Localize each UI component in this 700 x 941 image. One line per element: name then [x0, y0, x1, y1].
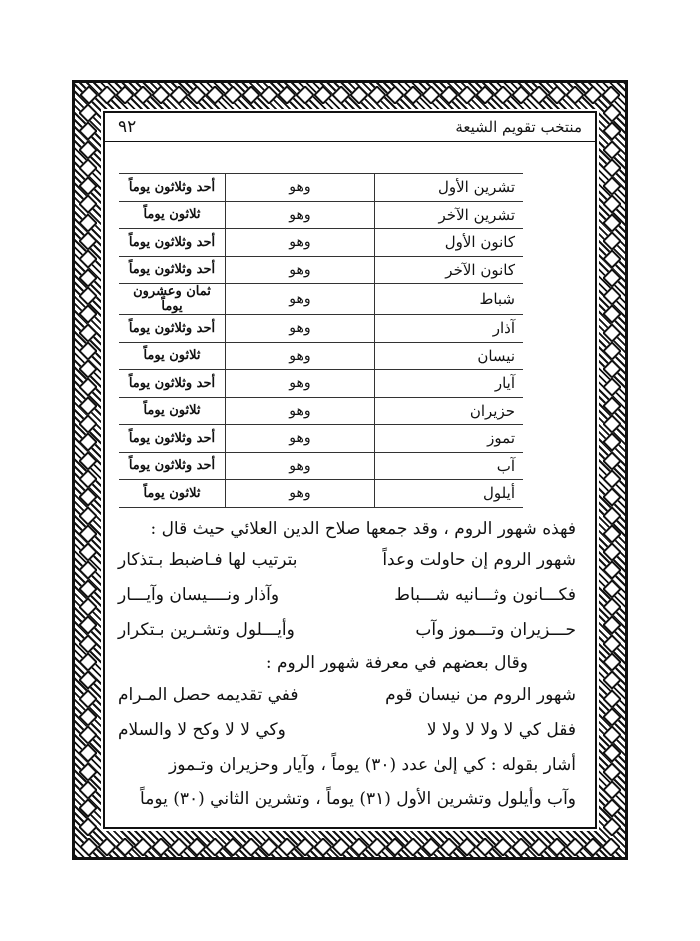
ornament-diamond	[79, 725, 97, 745]
ornament-diamond	[79, 213, 97, 233]
ornament-diamond	[403, 838, 423, 856]
ornament-diamond	[79, 524, 97, 544]
ornament-diamond	[511, 86, 531, 104]
verse-hemistich-second: وكي لا لا وكح لا والسلام	[118, 720, 286, 740]
ornament-diamond	[79, 634, 97, 654]
ornament-diamond	[603, 634, 621, 654]
month-cell: أيلول	[375, 480, 524, 508]
ornament-diamond	[529, 86, 549, 104]
ornament-diamond	[603, 506, 621, 526]
ornament-diamond	[601, 86, 620, 104]
connector-cell: وهو	[226, 452, 375, 480]
days-cell: أحد وثلاثون يوماً	[119, 229, 226, 257]
ornament-diamond	[603, 817, 621, 836]
ornament-diamond	[547, 86, 567, 104]
verse-hemistich-second: وآذار ونــــيسان وآيـــار	[118, 585, 280, 605]
verse-hemistich-first: فكـــانون وثـــانيه شـــباط	[394, 585, 576, 605]
ornament-diamond	[603, 469, 621, 489]
ornament-diamond	[79, 817, 97, 836]
ornament-diamond	[223, 86, 243, 104]
connector-cell: وهو	[226, 342, 375, 370]
ornament-top	[80, 86, 620, 104]
table-row	[119, 174, 523, 202]
ornament-diamond	[583, 838, 603, 856]
month-cell: كانون الآخر	[375, 256, 524, 284]
ornament-diamond	[79, 798, 97, 818]
table-row	[119, 480, 523, 508]
ornament-diamond	[79, 195, 97, 215]
month-cell: شباط	[375, 284, 524, 315]
ornament-diamond	[603, 524, 621, 544]
connector-cell: وهو	[226, 425, 375, 453]
connector-cell: وهو	[226, 480, 375, 508]
ornament-diamond	[79, 396, 97, 416]
ornament-diamond	[603, 561, 621, 581]
ornament-diamond	[241, 838, 261, 856]
ornament-diamond	[79, 286, 97, 306]
verse-hemistich-second: وأيـــلول وتشـرين بـتكرار	[118, 620, 295, 640]
connector-cell: وهو	[226, 256, 375, 284]
ornament-diamond	[79, 304, 97, 324]
ornament-diamond	[169, 86, 189, 104]
ornament-diamond	[603, 121, 621, 141]
ornament-diamond	[603, 432, 621, 452]
ornament-diamond	[79, 140, 97, 160]
ornament-diamond	[603, 286, 621, 306]
verse-hemistich-first: شهور الروم إن حاولت وعداً	[382, 550, 576, 570]
connector-cell: وهو	[226, 397, 375, 425]
page-header	[104, 112, 596, 142]
days-cell: أحد وثلاثون يوماً	[119, 425, 226, 453]
ornament-diamond	[493, 838, 513, 856]
ornament-diamond	[603, 743, 621, 763]
ornament-diamond	[79, 743, 97, 763]
table-row	[119, 229, 523, 257]
verse-hemistich-second: ففي تقديمه حصل المـرام	[118, 685, 299, 705]
ornament-diamond	[603, 652, 621, 672]
ornament-diamond	[529, 838, 549, 856]
ornament-diamond	[187, 838, 207, 856]
days-cell: ثمان وعشرون يوماً	[119, 284, 226, 315]
ornament-diamond	[133, 838, 153, 856]
ornament-diamond	[79, 432, 97, 452]
ornament-diamond	[133, 86, 153, 104]
verse-hemistich-second: بترتيب لها فـاضبط بـتذكار	[118, 550, 298, 570]
days-cell: ثلاثون يوماً	[119, 480, 226, 508]
ornament-diamond	[205, 86, 225, 104]
ornament-diamond	[421, 838, 441, 856]
ornament-diamond	[79, 231, 97, 251]
ornament-diamond	[79, 414, 97, 434]
ornament-diamond	[79, 469, 97, 489]
ornament-diamond	[603, 689, 621, 709]
ornament-diamond	[79, 615, 97, 635]
ornament-diamond	[79, 249, 97, 269]
ornament-diamond	[421, 86, 441, 104]
verse-line	[118, 613, 576, 648]
text-block	[118, 515, 576, 816]
ornament-diamond	[603, 725, 621, 745]
ornament-diamond	[187, 86, 207, 104]
ornament-diamond	[603, 140, 621, 160]
ornament-diamond	[79, 670, 97, 690]
ornament-diamond	[80, 86, 99, 104]
connector-cell: وهو	[226, 229, 375, 257]
ornament-diamond	[603, 414, 621, 434]
ornament-right	[603, 104, 621, 836]
days-cell: ثلاثون يوماً	[119, 201, 226, 229]
month-cell: آذار	[375, 315, 524, 343]
ornament-diamond	[603, 341, 621, 361]
ornament-diamond	[79, 451, 97, 471]
explanation-line-1: أشار بقوله : كي إلىٰ عدد (٣٠) يوماً ، وآيار وحزيران وتـموز	[169, 755, 576, 775]
ornament-diamond	[331, 838, 351, 856]
ornament-diamond	[79, 780, 97, 800]
days-cell: ثلاثون يوماً	[119, 342, 226, 370]
table-row	[119, 397, 523, 425]
ornament-diamond	[603, 231, 621, 251]
ornament-diamond	[603, 780, 621, 800]
ornament-diamond	[79, 121, 97, 141]
ornament-diamond	[259, 838, 279, 856]
connector-cell: وهو	[226, 284, 375, 315]
connector-cell: وهو	[226, 201, 375, 229]
ornament-diamond	[385, 86, 405, 104]
ornament-diamond	[97, 86, 117, 104]
ornament-diamond	[603, 542, 621, 562]
ornament-diamond	[603, 359, 621, 379]
month-cell: حزيران	[375, 397, 524, 425]
ornament-diamond	[79, 762, 97, 782]
ornament-diamond	[79, 104, 97, 123]
month-cell: نيسان	[375, 342, 524, 370]
ornament-diamond	[603, 213, 621, 233]
intro-paragraph: فهذه شهور الروم ، وقد جمعها صلاح الدين العلائي حيث قال :	[150, 519, 576, 539]
month-cell: آب	[375, 452, 524, 480]
ornament-diamond	[475, 86, 495, 104]
ornament-diamond	[601, 838, 620, 856]
days-cell: أحد وثلاثون يوماً	[119, 370, 226, 398]
ornament-bottom	[80, 838, 620, 856]
days-cell: أحد وثلاثون يوماً	[119, 452, 226, 480]
ornament-diamond	[511, 838, 531, 856]
verse-hemistich-first: حـــزيران وتـــموز وآب	[415, 620, 576, 640]
ornament-diamond	[349, 838, 369, 856]
connector-cell: وهو	[226, 370, 375, 398]
ornament-diamond	[259, 86, 279, 104]
days-cell: أحد وثلاثون يوماً	[119, 256, 226, 284]
ornament-diamond	[603, 268, 621, 288]
ornament-diamond	[385, 838, 405, 856]
ornament-diamond	[295, 86, 315, 104]
ornament-diamond	[493, 86, 513, 104]
ornament-diamond	[151, 86, 171, 104]
ornament-diamond	[79, 652, 97, 672]
page-number: ٩٢	[118, 116, 137, 137]
days-cell: أحد وثلاثون يوماً	[119, 174, 226, 202]
ornament-diamond	[603, 195, 621, 215]
ornament-diamond	[603, 762, 621, 782]
ornament-diamond	[603, 249, 621, 269]
verse-line	[118, 578, 576, 613]
verse-hemistich-first: شهور الروم من نيسان قوم	[385, 685, 576, 705]
ornament-diamond	[277, 86, 297, 104]
connector-cell: وهو	[226, 315, 375, 343]
ornament-diamond	[603, 451, 621, 471]
ornament-diamond	[295, 838, 315, 856]
ornament-diamond	[603, 670, 621, 690]
ornament-diamond	[223, 838, 243, 856]
ornament-diamond	[457, 86, 477, 104]
ornament-diamond	[603, 597, 621, 617]
table-row	[119, 284, 523, 315]
ornament-diamond	[565, 838, 585, 856]
ornament-diamond	[79, 359, 97, 379]
ornament-diamond	[603, 579, 621, 599]
book-title: منتخب تقويم الشيعة	[455, 117, 582, 136]
table-row	[119, 315, 523, 343]
ornament-diamond	[547, 838, 567, 856]
ornament-diamond	[169, 838, 189, 856]
ornament-diamond	[603, 323, 621, 343]
ornament-diamond	[97, 838, 117, 856]
ornament-diamond	[583, 86, 603, 104]
ornament-diamond	[603, 104, 621, 123]
ornament-diamond	[565, 86, 585, 104]
month-cell: تشرين الآخر	[375, 201, 524, 229]
ornament-diamond	[79, 158, 97, 178]
ornament-diamond	[115, 838, 135, 856]
ornament-diamond	[79, 506, 97, 526]
ornament-diamond	[115, 86, 135, 104]
table-row	[119, 370, 523, 398]
ornament-diamond	[79, 323, 97, 343]
month-cell: كانون الأول	[375, 229, 524, 257]
verse-hemistich-first: فقل كي لا ولا لا ولا لا	[426, 720, 576, 740]
ornament-diamond	[151, 838, 171, 856]
ornament-diamond	[79, 378, 97, 398]
ornament-diamond	[79, 579, 97, 599]
ornament-diamond	[367, 838, 387, 856]
ornament-diamond	[241, 86, 261, 104]
ornament-diamond	[313, 838, 333, 856]
ornament-diamond	[79, 689, 97, 709]
months-table	[119, 173, 523, 508]
ornament-diamond	[205, 838, 225, 856]
ornament-diamond	[79, 487, 97, 507]
month-cell: تشرين الأول	[375, 174, 524, 202]
ornament-diamond	[603, 396, 621, 416]
ornament-diamond	[313, 86, 333, 104]
ornament-diamond	[603, 378, 621, 398]
ornament-diamond	[403, 86, 423, 104]
table-row	[119, 201, 523, 229]
days-cell: أحد وثلاثون يوماً	[119, 315, 226, 343]
ornament-diamond	[277, 838, 297, 856]
ornament-diamond	[439, 86, 459, 104]
ornament-diamond	[79, 341, 97, 361]
explanation-line-2: وآب وأيلول وتشرين الأول (٣١) يوماً ، وتشرين الثاني (٣٠) يوماً	[140, 789, 576, 809]
verse-line	[118, 713, 576, 748]
connector-cell: وهو	[226, 174, 375, 202]
ornament-diamond	[79, 597, 97, 617]
ornament-diamond	[603, 304, 621, 324]
table-row	[119, 256, 523, 284]
ornament-diamond	[603, 487, 621, 507]
ornament-diamond	[79, 707, 97, 727]
days-cell: ثلاثون يوماً	[119, 397, 226, 425]
ornament-diamond	[439, 838, 459, 856]
ornament-diamond	[457, 838, 477, 856]
month-cell: تموز	[375, 425, 524, 453]
intro-paragraph-2: وقال بعضهم في معرفة شهور الروم :	[265, 653, 528, 673]
ornament-diamond	[80, 838, 99, 856]
verse-line	[118, 678, 576, 713]
table-row	[119, 425, 523, 453]
ornament-diamond	[367, 86, 387, 104]
verse-line	[118, 543, 576, 578]
ornament-diamond	[475, 838, 495, 856]
ornament-diamond	[79, 268, 97, 288]
table-row	[119, 342, 523, 370]
ornament-diamond	[79, 561, 97, 581]
ornament-diamond	[603, 798, 621, 818]
ornament-diamond	[603, 615, 621, 635]
ornament-diamond	[79, 542, 97, 562]
month-cell: آيار	[375, 370, 524, 398]
ornament-diamond	[603, 707, 621, 727]
ornament-left	[79, 104, 97, 836]
ornament-diamond	[349, 86, 369, 104]
ornament-diamond	[331, 86, 351, 104]
table-row	[119, 452, 523, 480]
ornament-diamond	[603, 158, 621, 178]
